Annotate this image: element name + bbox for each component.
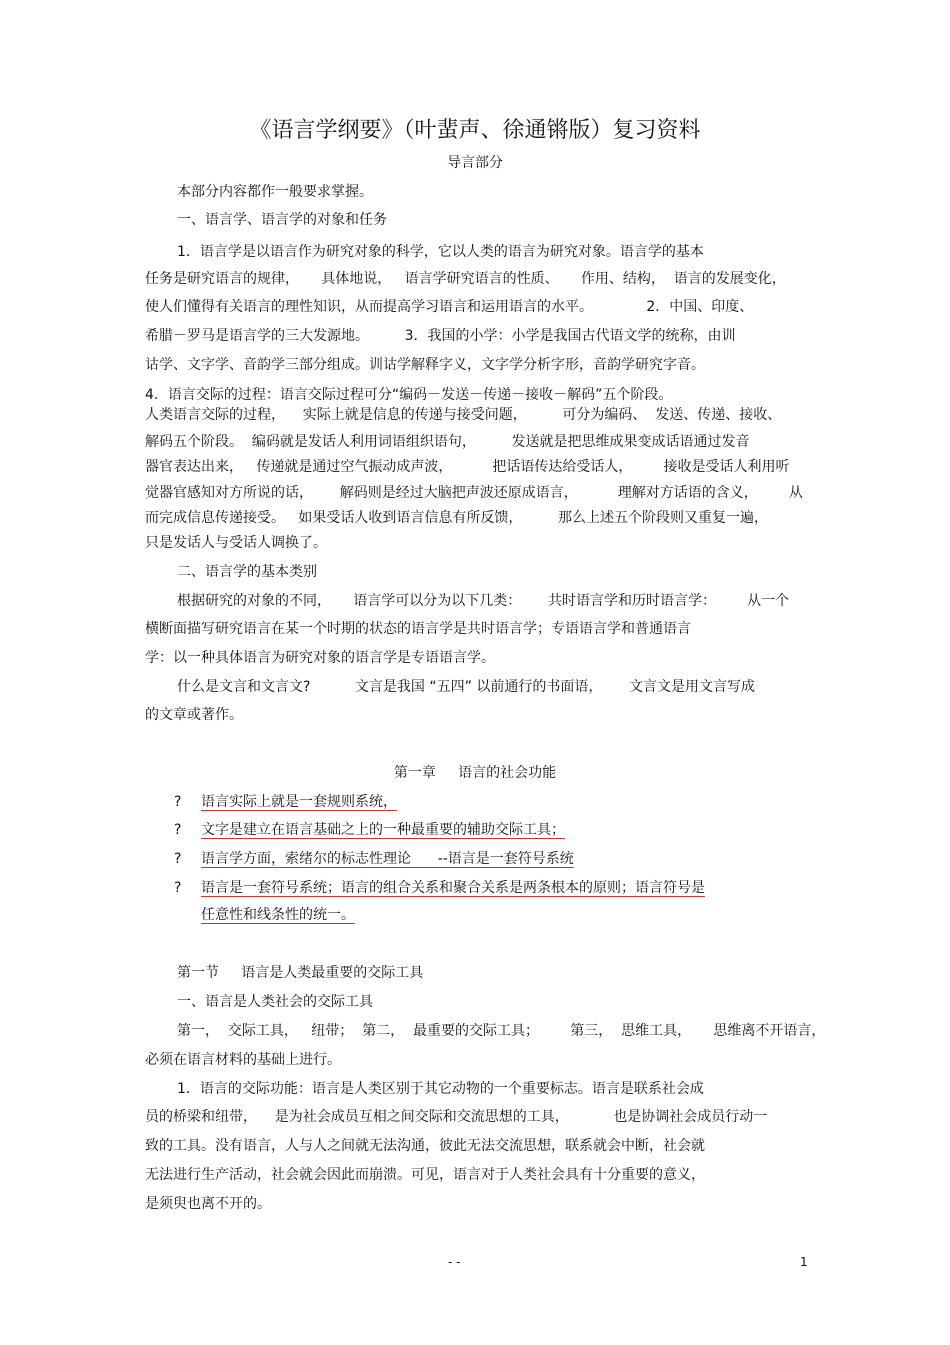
paragraph-line: 什么是文言和文言文? 文言是我国 “五四” 以前通行的书面语， 文言文是用文言写成	[177, 679, 756, 695]
paragraph-line: 诂学、文字学、音韵学三部分组成。训诂学解释字义，文字学分析字形，音韵学研究字音。	[145, 357, 705, 373]
paragraph-line: 横断面描写研究语言在某一个时期的状态的语言学是共时语言学；专语语言学和普通语言	[145, 621, 691, 637]
underlined-text: 语言实际上就是一套规则系统，	[201, 794, 397, 810]
paragraph-line: 本部分内容都作一般要求掌握。	[177, 184, 373, 200]
paragraph-line: 的文章或著作。	[145, 707, 243, 723]
bullet-item	[201, 879, 705, 897]
footer-marks: - -	[448, 1255, 461, 1269]
paragraph-line: 第一， 交际工具， 纽带； 第二， 最重要的交际工具； 第三， 思维工具， 思维离不开语言，	[177, 1023, 826, 1039]
paragraph-line: 无法进行生产活动，社会就会因此而崩溃。可见，语言对于人类社会具有十分重要的意义，	[145, 1167, 705, 1183]
chapter-title: 第一章 语言的社会功能	[393, 765, 557, 781]
heading: 二、语言学的基本类别	[177, 564, 317, 580]
paragraph-line: 觉器官感知对方所说的话， 解码则是经过大脑把声波还原成语言， 理解对方话语的含义， 从	[145, 485, 803, 501]
heading: 一、语言学、语言学的对象和任务	[177, 212, 387, 228]
heading: 一、语言是人类社会的交际工具	[177, 994, 373, 1010]
underlined-text: 任意性和线条性的统一。	[201, 907, 355, 923]
bullet-icon: ?	[174, 851, 182, 867]
paragraph-line: 1．语言学是以语言作为研究对象的科学，它以人类的语言为研究对象。语言学的基本	[177, 244, 704, 260]
section-subtitle: 导言部分	[447, 155, 503, 171]
paragraph-line: 是须臾也离不开的。	[145, 1196, 271, 1212]
paragraph-line: 使人们懂得有关语言的理性知识，从而提高学习语言和运用语言的水平。 2．中国、印度、	[145, 299, 754, 315]
bullet-icon: ?	[174, 794, 182, 810]
paragraph-line: 而完成信息传递接受。 如果受话人收到语言信息有所反馈， 那么上述五个阶段则又重复一遍，	[145, 510, 768, 526]
paragraph-line: 4．语言交际的过程：语言交际过程可分“编码－发送－传递－接收－解码”五个阶段。	[145, 387, 673, 403]
underlined-text: 语言学方面，索绪尔的标志性理论 --语言是一套符号系统	[201, 851, 574, 867]
bullet-item-continuation	[201, 906, 355, 924]
paragraph-line: 员的桥梁和纽带， 是为社会成员互相之间交际和交流思想的工具， 也是协调社会成员行动一	[145, 1109, 768, 1125]
paragraph-line: 致的工具。没有语言，人与人之间就无法沟通，彼此无法交流思想，联系就会中断，社会就	[145, 1138, 705, 1154]
paragraph-line: 任务是研究语言的规律， 具体地说， 语言学研究语言的性质、 作用、结构， 语言的发展变化，	[145, 271, 786, 287]
paragraph-line: 根据研究的对象的不同， 语言学可以分为以下几类： 共时语言学和历时语言学： 从一个	[177, 593, 790, 609]
underlined-text: 文字是建立在语言基础之上的一种最重要的辅助交际工具；	[201, 822, 565, 838]
bullet-item	[201, 793, 397, 811]
paragraph-line: 器官表达出来， 传递就是通过空气振动成声波， 把话语传达给受话人， 接收是受话人利用听	[145, 459, 790, 475]
underlined-text: 语言是一套符号系统；语言的组合关系和聚合关系是两条根本的原则；语言符号是	[201, 880, 705, 896]
bullet-icon: ?	[174, 880, 182, 896]
paragraph-line: 1．语言的交际功能：语言是人类区别于其它动物的一个重要标志。语言是联系社会成	[177, 1081, 704, 1097]
bullet-item	[201, 850, 574, 868]
paragraph-line: 只是发话人与受话人调换了。	[145, 535, 327, 551]
paragraph-line: 解码五个阶段。 编码就是发话人利用词语组织语句， 发送就是把思维成果变成话语通过发音	[145, 434, 750, 450]
section-title: 第一节 语言是人类最重要的交际工具	[177, 965, 424, 981]
paragraph-line: 必须在语言材料的基础上进行。	[145, 1052, 341, 1068]
bullet-icon: ?	[174, 822, 182, 838]
bullet-item	[201, 821, 565, 839]
paragraph-line: 希腊－罗马是语言学的三大发源地。 3．我国的小学：小学是我国古代语文学的统称，由训	[145, 328, 736, 344]
paragraph-line: 人类语言交际的过程， 实际上就是信息的传递与接受问题， 可分为编码、 发送、传递、接收、	[145, 407, 782, 423]
paragraph-line: 学：以一种具体语言为研究对象的语言学是专语语言学。	[145, 650, 495, 666]
document-title: 《语言学纲要》（叶蜚声、徐通锵版）复习资料	[249, 118, 701, 143]
page-number: 1	[800, 1255, 808, 1269]
